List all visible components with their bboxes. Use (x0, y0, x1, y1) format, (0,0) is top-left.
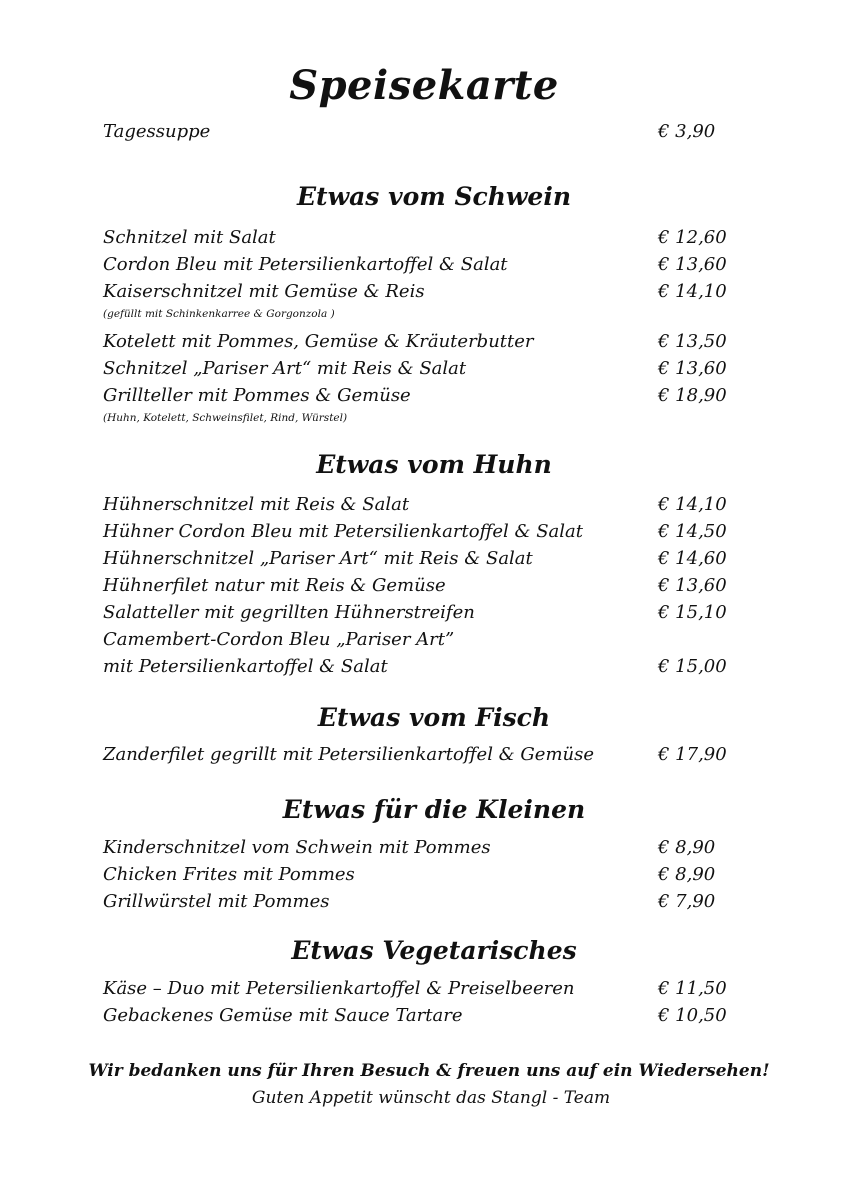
menu-item-soup (103, 121, 723, 147)
menu-item (103, 891, 723, 917)
menu-item (103, 254, 727, 280)
menu-title: Speisekarte (289, 62, 559, 109)
item-price: € 15,10 (658, 602, 727, 623)
section-title-kleinen: Etwas für die Kleinen (282, 795, 586, 824)
item-name: Kotelett mit Pommes, Gemüse & Kräuterbutter (103, 331, 534, 352)
menu-item (103, 385, 727, 411)
item-name: mit Petersilienkartoffel & Salat (103, 656, 388, 677)
item-name: Schnitzel mit Salat (103, 227, 276, 248)
menu-item (103, 744, 727, 770)
menu-item (103, 656, 727, 682)
item-price: € 14,10 (658, 281, 727, 302)
item-name: Hühnerschnitzel mit Reis & Salat (103, 494, 410, 515)
item-name: Grillteller mit Pommes & Gemüse (103, 385, 411, 406)
item-name: Kinderschnitzel vom Schwein mit Pommes (103, 837, 491, 858)
item-note: (Huhn, Kotelett, Schweinsfilet, Rind, Würstel) (103, 412, 348, 424)
item-name: Hühnerschnitzel „Pariser Art“ mit Reis & Salat (103, 548, 533, 569)
section-title-vegetarisch: Etwas Vegetarisches (291, 936, 577, 965)
item-price: € 13,60 (658, 254, 727, 275)
item-price: € 13,50 (658, 331, 727, 352)
item-name: Gebackenes Gemüse mit Sauce Tartare (103, 1005, 463, 1026)
item-name: Cordon Bleu mit Petersilienkartoffel & Salat (103, 254, 508, 275)
item-price: € 8,90 (658, 837, 716, 858)
item-name: Hühnerfilet natur mit Reis & Gemüse (103, 575, 446, 596)
menu-item (103, 837, 723, 863)
item-name: Grillwürstel mit Pommes (103, 891, 330, 912)
item-name: Tagessuppe (103, 121, 211, 142)
item-price: € 14,10 (658, 494, 727, 515)
menu-item (103, 227, 727, 253)
item-price: € 13,60 (658, 358, 727, 379)
footer-signature: Guten Appetit wünscht das Stangl - Team (251, 1088, 611, 1108)
item-price: € 15,00 (658, 656, 727, 677)
section-title-fisch: Etwas vom Fisch (317, 703, 551, 732)
menu-item (103, 548, 727, 574)
item-name: Käse – Duo mit Petersilienkartoffel & Preiselbeeren (103, 978, 575, 999)
menu-item (103, 1005, 727, 1031)
menu-item (103, 521, 727, 547)
section-title-schwein: Etwas vom Schwein (296, 182, 571, 211)
section-title-huhn: Etwas vom Huhn (316, 450, 552, 479)
item-price: € 13,60 (658, 575, 727, 596)
menu-item (103, 358, 727, 384)
item-price: € 14,50 (658, 521, 727, 542)
item-name: Chicken Frites mit Pommes (103, 864, 355, 885)
item-price: € 12,60 (658, 227, 727, 248)
menu-item (103, 602, 727, 628)
menu-item (103, 629, 723, 655)
item-price: € 14,60 (658, 548, 727, 569)
item-note: (gefüllt mit Schinkenkarree & Gorgonzola ) (103, 308, 335, 320)
item-price: € 10,50 (658, 1005, 727, 1026)
menu-item (103, 864, 723, 890)
item-name: Salatteller mit gegrillten Hühnerstreifen (103, 602, 475, 623)
menu-item (103, 331, 727, 357)
item-price: € 11,50 (658, 978, 727, 999)
menu-item (103, 978, 727, 1004)
item-name: Hühner Cordon Bleu mit Petersilienkartoffel & Salat (103, 521, 583, 542)
footer-thanks: Wir bedanken uns für Ihren Besuch & freuen uns auf ein Wiedersehen! (88, 1061, 770, 1081)
item-name: Camembert-Cordon Bleu „Pariser Art” (103, 629, 455, 650)
menu-item (103, 494, 727, 520)
item-name: Zanderfilet gegrillt mit Petersilienkartoffel & Gemüse (103, 744, 595, 765)
item-name: Kaiserschnitzel mit Gemüse & Reis (103, 281, 425, 302)
item-price: € 18,90 (658, 385, 727, 406)
item-price: € 3,90 (658, 121, 716, 142)
menu-item (103, 575, 727, 601)
item-price: € 8,90 (658, 864, 716, 885)
item-price: € 17,90 (658, 744, 727, 765)
item-name: Schnitzel „Pariser Art“ mit Reis & Salat (103, 358, 467, 379)
menu-item (103, 281, 727, 307)
item-price: € 7,90 (658, 891, 716, 912)
